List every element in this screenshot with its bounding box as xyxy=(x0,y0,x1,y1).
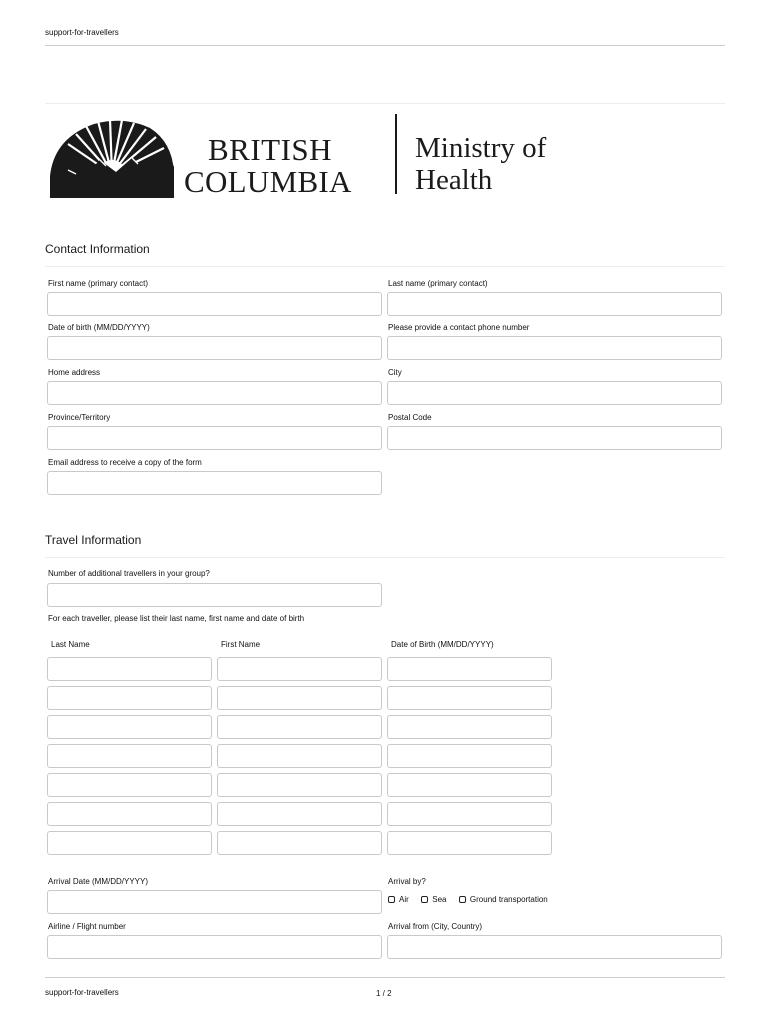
home-address-field[interactable] xyxy=(47,381,382,405)
traveller-7-last-name-field[interactable] xyxy=(47,831,212,855)
bc-ministry-logo xyxy=(46,110,566,202)
travel-divider xyxy=(45,557,725,558)
email-field[interactable] xyxy=(47,471,382,495)
traveller-2-last-name-field[interactable] xyxy=(47,686,212,710)
arrival-date-field[interactable] xyxy=(47,890,382,914)
sea-checkbox-icon[interactable] xyxy=(421,896,428,903)
email-label: Email address to receive a copy of the form xyxy=(48,458,202,467)
dob-field[interactable] xyxy=(47,336,382,360)
ground-option-label: Ground transportation xyxy=(469,895,548,904)
logo-british: BRITISH xyxy=(208,132,333,167)
traveller-1-first-name-field[interactable] xyxy=(217,657,382,681)
dob-label: Date of birth (MM/DD/YYYY) xyxy=(48,323,150,332)
arrival-mode-group xyxy=(388,890,556,908)
traveller-4-last-name-field[interactable] xyxy=(47,744,212,768)
air-option-label: Air xyxy=(399,895,409,904)
province-field[interactable] xyxy=(47,426,382,450)
arrival-from-field[interactable] xyxy=(387,935,722,959)
page-number: 1 / 2 xyxy=(376,989,392,998)
traveller-5-dob-field[interactable] xyxy=(387,773,552,797)
last-name-field[interactable] xyxy=(387,292,722,316)
traveller-7-first-name-field[interactable] xyxy=(217,831,382,855)
logo-ministry-of: Ministry of xyxy=(415,132,547,164)
traveller-5-first-name-field[interactable] xyxy=(217,773,382,797)
city-label: City xyxy=(388,368,402,377)
traveller-6-first-name-field[interactable] xyxy=(217,802,382,826)
phone-field[interactable] xyxy=(387,336,722,360)
col-last-name-header: Last Name xyxy=(51,640,90,649)
col-dob-header: Date of Birth (MM/DD/YYYY) xyxy=(391,640,494,649)
logo-columbia: COLUMBIA xyxy=(184,164,352,199)
first-name-label: First name (primary contact) xyxy=(48,279,149,288)
footer-divider xyxy=(45,977,725,978)
traveller-2-first-name-field[interactable] xyxy=(217,686,382,710)
contact-section-title: Contact Information xyxy=(45,242,150,256)
arrival-by-label: Arrival by? xyxy=(388,877,426,886)
traveller-count-label: Number of additional travellers in your group? xyxy=(48,569,210,578)
header-divider xyxy=(45,45,725,46)
traveller-6-last-name-field[interactable] xyxy=(47,802,212,826)
home-address-label: Home address xyxy=(48,368,101,377)
first-name-field[interactable] xyxy=(47,292,382,316)
traveller-3-first-name-field[interactable] xyxy=(217,715,382,739)
traveller-list-instruction: For each traveller, please list their last name, first name and date of birth xyxy=(48,614,305,623)
arrival-mode-air[interactable] xyxy=(388,895,409,904)
logo-top-divider xyxy=(45,103,725,104)
contact-divider xyxy=(45,266,725,267)
col-first-name-header: First Name xyxy=(221,640,261,649)
traveller-count-field[interactable] xyxy=(47,583,382,607)
postal-code-field[interactable] xyxy=(387,426,722,450)
traveller-3-dob-field[interactable] xyxy=(387,715,552,739)
traveller-6-dob-field[interactable] xyxy=(387,802,552,826)
bc-sun-mountain-icon xyxy=(46,114,176,200)
ground-checkbox-icon[interactable] xyxy=(459,896,466,903)
postal-code-label: Postal Code xyxy=(388,413,432,422)
traveller-2-dob-field[interactable] xyxy=(387,686,552,710)
arrival-date-label: Arrival Date (MM/DD/YYYY) xyxy=(48,877,149,886)
airline-label: Airline / Flight number xyxy=(48,922,126,931)
last-name-label: Last name (primary contact) xyxy=(388,279,488,288)
arrival-from-label: Arrival from (City, Country) xyxy=(388,922,483,931)
traveller-1-dob-field[interactable] xyxy=(387,657,552,681)
logo-health: Health xyxy=(415,164,493,196)
logo-separator xyxy=(395,114,397,194)
traveller-4-dob-field[interactable] xyxy=(387,744,552,768)
traveller-3-last-name-field[interactable] xyxy=(47,715,212,739)
traveller-4-first-name-field[interactable] xyxy=(217,744,382,768)
arrival-mode-sea[interactable] xyxy=(421,895,446,904)
airline-field[interactable] xyxy=(47,935,382,959)
arrival-mode-ground[interactable] xyxy=(459,895,548,904)
traveller-1-last-name-field[interactable] xyxy=(47,657,212,681)
sea-option-label: Sea xyxy=(432,895,447,904)
traveller-5-last-name-field[interactable] xyxy=(47,773,212,797)
phone-label: Please provide a contact phone number xyxy=(388,323,530,332)
province-label: Province/Territory xyxy=(48,413,111,422)
page-header-text: support-for-travellers xyxy=(45,28,119,37)
city-field[interactable] xyxy=(387,381,722,405)
traveller-7-dob-field[interactable] xyxy=(387,831,552,855)
footer-text: support-for-travellers xyxy=(45,988,119,997)
travel-section-title: Travel Information xyxy=(45,533,142,547)
air-checkbox-icon[interactable] xyxy=(388,896,395,903)
